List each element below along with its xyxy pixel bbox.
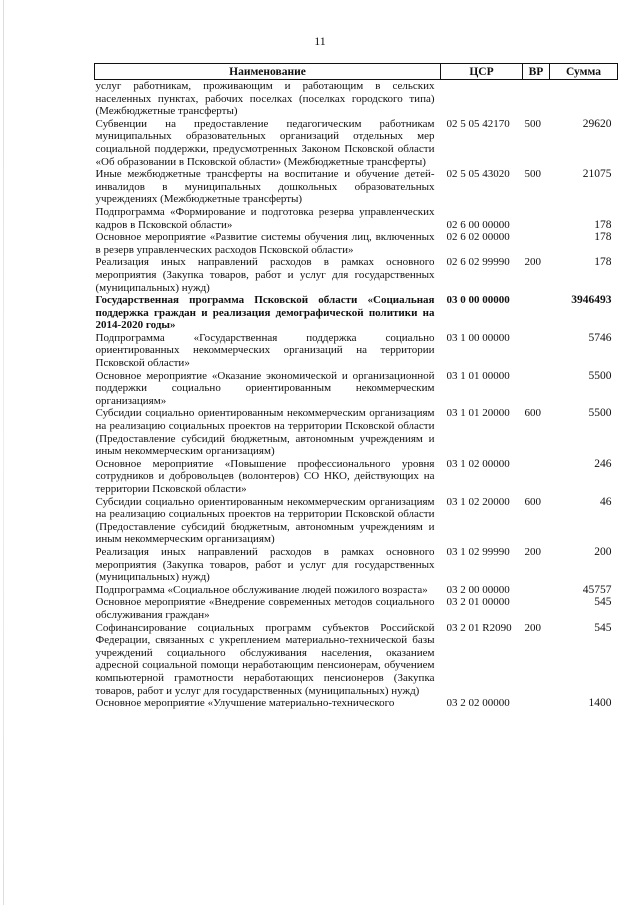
table-row [95,168,618,206]
row-name: Основное мероприятие «Улучшение материально-технического [95,697,395,710]
budget-table [94,63,618,710]
header-vr: ВР [523,64,550,80]
row-vr-code [523,370,550,408]
row-vr-code: 200 [524,256,541,269]
table-row [95,294,618,332]
row-name: Реализация иных направлений расходов в рамках основного мероприятия (Закупка товаров, работ и услуг для государственных (муниципальных) нужд) [95,545,435,584]
row-vr-code [523,80,550,118]
scan-edge [3,0,4,905]
row-name: Основное мероприятие «Развитие системы обучения лиц, включенных в резерв управленческих расходов Псковской области» [95,231,435,256]
row-csr-code: 02 6 02 00000 [446,231,510,244]
header-name: Наименование [95,64,441,80]
row-sum: 45757 [582,583,612,596]
table-row [95,584,618,597]
row-vr-code: 600 [524,407,541,420]
table-body [95,80,618,710]
row-name: Основное мероприятие «Оказание экономической и организационной поддержки социально ориентированным некоммерческим организациям» [95,369,435,407]
row-csr-code: 03 1 02 99990 [446,545,510,558]
row-csr-code: 03 2 00 00000 [446,583,510,596]
row-sum: 178 [594,218,612,231]
header-csr: ЦСР [441,64,523,80]
row-sum: 545 [594,596,612,609]
table-row [95,80,618,118]
row-csr-code: 03 2 01 00000 [446,596,510,609]
row-csr-code: 02 6 00 00000 [446,218,510,231]
row-vr-code [523,596,550,621]
row-vr-code: 600 [524,495,541,508]
row-sum: 5500 [588,369,612,382]
row-sum: 3946493 [571,294,612,307]
row-vr-code: 500 [524,117,541,130]
row-name: Основное мероприятие «Повышение профессионального уровня сотрудников и добровольцев (волонтеров) СО НКО, действующих на территории Псковской области» [95,457,435,495]
row-csr-code [441,80,523,118]
row-csr-code: 02 5 05 43020 [446,168,510,181]
row-name: Подпрограмма «Социальное обслуживание людей пожилого возраста» [95,583,428,596]
row-name: Софинансирование социальных программ субъектов Российской Федерации, связанных с укреплением материально-технической базы учреждений социального обслуживания населения, оказанием адресной социальной помощи неработающим пенсионерам, обучением компьютерной грамотности неработающих пенсионеров (Закупка товаров, работ и услуг для государственных (муниципальных) нужд) [95,621,435,697]
page-number: 11 [314,34,326,48]
table-row [95,256,618,294]
table-row [95,118,618,168]
row-vr-code [523,584,550,597]
row-sum: 246 [594,457,612,470]
row-name: Субвенции на предоставление педагогическим работникам муниципальных образовательных организаций отдельных мер социальной поддержки, предусмотренных Законом Псковской области «Об образовании в Псковской области» (Межбюджетные трансферты) [95,117,435,168]
table-row [95,496,618,546]
row-vr-code: 200 [524,545,541,558]
row-csr-code: 03 2 01 R2090 [446,621,512,634]
row-sum [550,80,618,118]
table-row [95,206,618,231]
row-csr-code: 02 5 05 42170 [446,117,510,130]
header-sum: Сумма [550,64,618,80]
row-csr-code: 03 0 00 00000 [446,294,510,307]
row-vr-code [523,294,550,332]
row-name: Субсидии социально ориентированным некоммерческим организациям на реализацию социальных проектов на территории Псковской области (Предоставление субсидий бюджетным, автономным учреждениям и иным некоммерческим организациям) [95,495,435,546]
table-row [95,697,618,710]
row-csr-code: 03 1 01 00000 [446,369,510,382]
table-row [95,596,618,621]
row-name: услуг работникам, проживающим и работающим в сельских населенных пунктах, рабочих поселках (поселках городского типа) (Межбюджетные трансферты) [95,80,435,118]
row-name: Иные межбюджетные трансферты на воспитание и обучение детей-инвалидов в муниципальных дошкольных образовательных учреждениях (Межбюджетные трансферты) [95,168,435,206]
row-csr-code: 02 6 02 99990 [446,256,510,269]
row-sum: 29620 [582,117,612,130]
row-sum: 545 [594,621,612,634]
row-sum: 1400 [588,697,612,710]
row-name: Подпрограмма «Государственная поддержка социально ориентированных некоммерческих организаций на территории Псковской области» [95,331,435,370]
row-sum: 178 [594,231,612,244]
row-sum: 21075 [582,168,612,181]
row-vr-code: 200 [524,621,541,634]
row-vr-code: 500 [524,168,541,181]
row-csr-code: 03 1 00 00000 [446,331,510,344]
row-vr-code [523,231,550,256]
table-row [95,546,618,584]
row-sum: 5500 [588,407,612,420]
row-sum: 178 [594,256,612,269]
row-sum: 46 [600,495,612,508]
row-csr-code: 03 1 02 00000 [446,457,510,470]
table-row [95,370,618,408]
row-vr-code [523,458,550,496]
table-row [95,407,618,457]
row-vr-code [523,697,550,710]
table-row [95,622,618,698]
row-csr-code: 03 2 02 00000 [446,697,510,710]
table-row [95,458,618,496]
row-csr-code: 03 1 02 20000 [446,495,510,508]
row-name: Государственная программа Псковской области «Социальная поддержка граждан и реализация демографической политики на 2014-2020 годы» [95,294,435,332]
row-vr-code [523,206,550,231]
row-vr-code [523,332,550,370]
row-sum: 200 [594,545,612,558]
row-name: Реализация иных направлений расходов в рамках основного мероприятия (Закупка товаров, работ и услуг для государственных (муниципальных) нужд) [95,256,435,294]
row-sum: 5746 [588,331,612,344]
row-csr-code: 03 1 01 20000 [446,407,510,420]
table-row [95,231,618,256]
table-header-row [95,64,618,80]
table-row [95,332,618,370]
row-name: Субсидии социально ориентированным некоммерческим организациям на реализацию социальных проектов на территории Псковской области (Предоставление субсидий бюджетным, автономным учреждениям и иным некоммерческим организациям) [95,407,435,458]
row-name: Подпрограмма «Формирование и подготовка резерва управленческих кадров в Псковской области» [95,205,435,231]
row-name: Основное мероприятие «Внедрение современных методов социального обслуживания граждан» [95,596,435,621]
